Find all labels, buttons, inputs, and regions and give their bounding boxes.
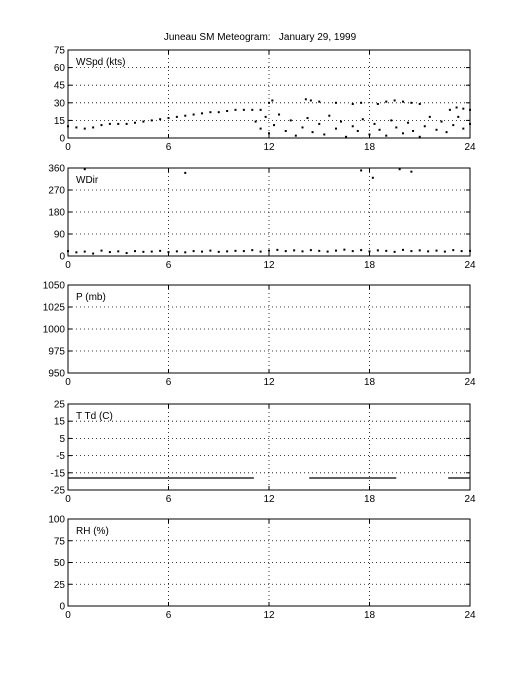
x-tick-label: 12 — [263, 142, 275, 153]
x-tick-label: 12 — [263, 494, 275, 505]
data-point — [276, 249, 278, 251]
y-tick-label: 50 — [53, 558, 65, 569]
data-point — [312, 131, 314, 133]
x-tick-label: 0 — [65, 377, 71, 388]
data-point — [395, 126, 397, 128]
x-tick-label: 6 — [165, 142, 172, 153]
data-point — [360, 102, 362, 104]
data-point — [243, 109, 245, 111]
data-point — [265, 116, 267, 118]
data-point — [369, 250, 371, 252]
data-point — [67, 250, 69, 252]
data-point — [452, 249, 454, 251]
data-point — [92, 126, 94, 128]
panel-1 — [54, 46, 476, 154]
data-point — [209, 111, 211, 113]
x-tick-label: 0 — [65, 142, 71, 153]
data-point — [75, 126, 77, 128]
data-point — [159, 118, 161, 120]
data-point — [469, 123, 471, 125]
data-point — [357, 130, 359, 132]
data-point — [377, 103, 379, 105]
data-point — [302, 250, 304, 252]
y-tick-label: 0 — [59, 601, 65, 613]
data-point — [193, 250, 195, 252]
data-point — [441, 121, 443, 123]
chart-title: Juneau SM Meteogram: January 29, 1999 — [163, 32, 357, 43]
data-point — [444, 251, 446, 253]
data-point — [456, 106, 458, 108]
y-tick-label: 75 — [53, 45, 65, 57]
data-point — [168, 251, 170, 253]
data-point — [436, 129, 438, 131]
data-point — [92, 253, 94, 255]
data-point — [201, 112, 203, 114]
data-point — [429, 116, 431, 118]
data-point — [285, 130, 287, 132]
data-point — [271, 99, 273, 101]
data-point — [399, 168, 401, 170]
panel-2 — [48, 164, 476, 272]
data-point — [410, 250, 412, 252]
panel-4 — [51, 400, 476, 506]
x-tick-label: 0 — [65, 260, 71, 271]
data-point — [323, 133, 325, 135]
data-point — [310, 99, 312, 101]
y-tick-label: 180 — [48, 207, 65, 219]
data-point — [318, 101, 320, 103]
data-point — [436, 250, 438, 252]
x-tick-label: 12 — [263, 377, 275, 388]
data-point — [385, 101, 387, 103]
data-point — [142, 121, 144, 123]
y-tick-label: 15 — [53, 115, 65, 127]
x-tick-label: 6 — [165, 494, 172, 505]
panel-3 — [43, 281, 476, 389]
data-point — [402, 132, 404, 134]
panel-5 — [48, 515, 476, 622]
data-point — [109, 251, 111, 253]
data-point — [340, 121, 342, 123]
data-point — [390, 119, 392, 121]
x-tick-label: 18 — [363, 610, 376, 621]
data-point — [226, 110, 228, 112]
data-point — [268, 250, 270, 252]
y-tick-label: 30 — [53, 98, 65, 110]
data-point — [352, 250, 354, 252]
x-tick-label: 24 — [464, 494, 476, 505]
y-tick-label: 1050 — [42, 280, 65, 292]
x-tick-label: 0 — [65, 610, 71, 621]
data-point — [218, 111, 220, 113]
data-point — [151, 251, 153, 253]
data-point — [235, 250, 237, 252]
data-point — [394, 251, 396, 253]
x-tick-label: 6 — [165, 377, 172, 388]
data-point — [394, 99, 396, 101]
data-point — [402, 101, 404, 103]
data-point — [343, 249, 345, 251]
data-point — [449, 109, 451, 111]
data-point — [260, 251, 262, 253]
data-point — [407, 122, 409, 124]
data-point — [235, 109, 237, 111]
y-tick-label: 950 — [48, 368, 65, 380]
data-point — [176, 250, 178, 252]
data-point — [109, 123, 111, 125]
data-point — [255, 121, 257, 123]
data-point — [193, 114, 195, 116]
data-point — [101, 250, 103, 252]
data-point — [335, 128, 337, 130]
data-point — [305, 98, 307, 100]
y-tick-label: 60 — [53, 63, 65, 75]
data-point — [419, 249, 421, 251]
data-point — [268, 132, 270, 134]
panel-label: WDir — [76, 175, 99, 186]
data-point — [293, 249, 295, 251]
data-point — [184, 251, 186, 253]
data-point — [379, 129, 381, 131]
y-tick-label: 25 — [53, 399, 65, 411]
x-tick-label: 18 — [363, 142, 376, 153]
data-point — [117, 250, 119, 252]
data-point — [251, 109, 253, 111]
x-tick-label: 24 — [464, 377, 476, 388]
data-point — [310, 249, 312, 251]
data-point — [168, 117, 170, 119]
data-point — [201, 251, 203, 253]
data-point — [290, 119, 292, 121]
data-point — [84, 168, 86, 170]
data-point — [457, 116, 459, 118]
data-point — [184, 115, 186, 117]
data-point — [75, 251, 77, 253]
data-point — [117, 123, 119, 125]
data-point — [307, 117, 309, 119]
data-point — [424, 125, 426, 127]
data-point — [67, 125, 69, 127]
data-point — [469, 250, 471, 252]
data-point — [273, 124, 275, 126]
data-point — [159, 250, 161, 252]
x-tick-label: 18 — [363, 377, 376, 388]
data-point — [134, 250, 136, 252]
x-tick-label: 24 — [464, 610, 476, 621]
data-point — [318, 123, 320, 125]
data-point — [84, 128, 86, 130]
data-point — [335, 250, 337, 252]
data-point — [377, 249, 379, 251]
y-tick-label: 1025 — [42, 302, 65, 314]
data-point — [410, 171, 412, 173]
data-point — [209, 250, 211, 252]
y-tick-label: 5 — [59, 433, 65, 445]
y-tick-label: 270 — [48, 185, 65, 197]
data-point — [151, 119, 153, 121]
data-point — [142, 251, 144, 253]
y-tick-label: -25 — [50, 485, 65, 497]
x-tick-label: 18 — [363, 260, 376, 271]
y-tick-label: 0 — [59, 133, 65, 145]
y-tick-label: 100 — [48, 514, 65, 526]
y-tick-label: 360 — [48, 163, 65, 175]
data-point — [372, 177, 374, 179]
data-point — [335, 102, 337, 104]
data-point — [385, 250, 387, 252]
data-point — [327, 251, 329, 253]
x-tick-label: 6 — [165, 260, 172, 271]
data-point — [176, 116, 178, 118]
y-tick-label: 90 — [53, 229, 65, 241]
data-point — [462, 128, 464, 130]
y-tick-label: 25 — [53, 579, 65, 591]
x-tick-label: 6 — [165, 610, 172, 621]
data-point — [318, 250, 320, 252]
data-point — [295, 135, 297, 137]
data-point — [461, 250, 463, 252]
x-tick-label: 12 — [263, 610, 275, 621]
data-point — [226, 250, 228, 252]
data-point — [362, 118, 364, 120]
data-point — [134, 122, 136, 124]
data-point — [268, 102, 270, 104]
data-point — [402, 249, 404, 251]
x-tick-label: 18 — [363, 494, 376, 505]
data-point — [360, 249, 362, 251]
data-point — [469, 109, 471, 111]
panel-label: RH (%) — [76, 526, 109, 537]
data-point — [419, 136, 421, 138]
data-point — [446, 131, 448, 133]
data-point — [328, 115, 330, 117]
data-point — [251, 249, 253, 251]
data-point — [126, 123, 128, 125]
data-point — [278, 114, 280, 116]
data-point — [302, 126, 304, 128]
data-point — [84, 251, 86, 253]
data-point — [360, 169, 362, 171]
x-tick-label: 12 — [263, 260, 275, 271]
data-point — [412, 130, 414, 132]
panel-label: P (mb) — [76, 292, 106, 303]
data-point — [260, 109, 262, 111]
data-point — [462, 108, 464, 110]
x-tick-label: 0 — [65, 494, 71, 505]
panel-label: WSpd (kts) — [76, 57, 126, 68]
data-point — [345, 136, 347, 138]
data-point — [452, 124, 454, 126]
data-point — [285, 250, 287, 252]
data-point — [101, 124, 103, 126]
data-point — [369, 133, 371, 135]
y-tick-label: -5 — [56, 451, 65, 463]
y-tick-label: 15 — [53, 416, 65, 428]
data-point — [352, 125, 354, 127]
data-point — [260, 128, 262, 130]
data-point — [352, 103, 354, 105]
data-point — [374, 123, 376, 125]
y-tick-label: 1000 — [42, 324, 65, 336]
panel-label: T Td (C) — [76, 411, 113, 422]
data-point — [427, 250, 429, 252]
data-point — [126, 252, 128, 254]
data-point — [385, 135, 387, 137]
data-point — [410, 102, 412, 104]
data-point — [419, 103, 421, 105]
y-tick-label: 975 — [48, 346, 65, 358]
data-point — [243, 250, 245, 252]
data-point — [218, 251, 220, 253]
y-tick-label: 45 — [53, 80, 65, 92]
y-tick-label: 0 — [59, 251, 65, 263]
x-tick-label: 24 — [464, 142, 476, 153]
data-point — [184, 172, 186, 174]
y-tick-label: -15 — [50, 468, 65, 480]
x-tick-label: 24 — [464, 260, 476, 271]
y-tick-label: 75 — [53, 536, 65, 548]
